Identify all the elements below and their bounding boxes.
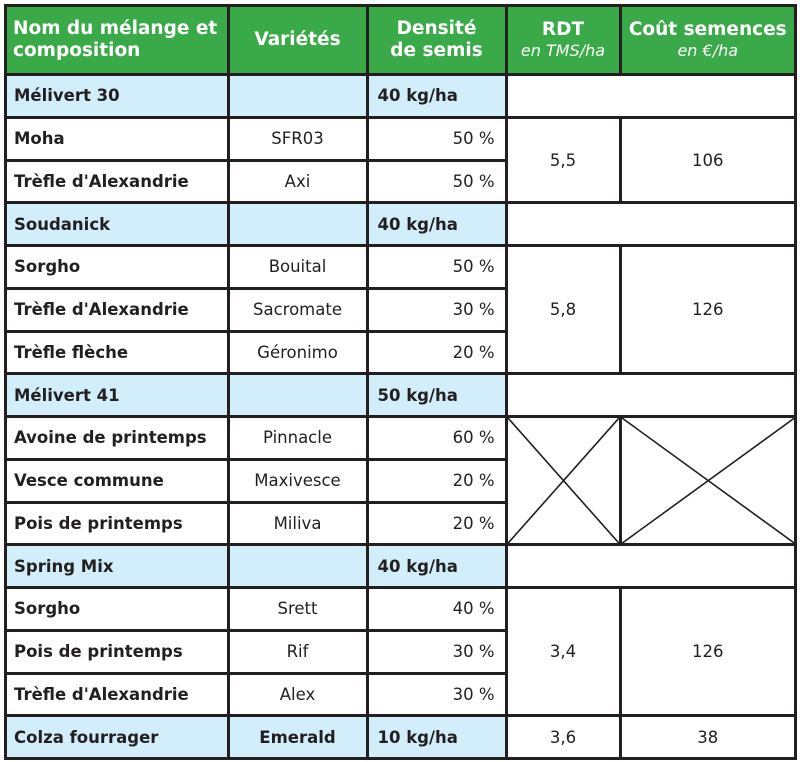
header-density-line1: Densité	[396, 18, 477, 39]
group-row	[7, 203, 794, 246]
header-name-line2: composition	[13, 40, 141, 61]
group-name: Mélivert 41	[7, 374, 228, 417]
group-blank	[506, 203, 794, 246]
group-blank	[506, 545, 794, 588]
group-cost: 126	[620, 588, 794, 716]
component-species: Trèfle d'Alexandrie	[7, 673, 228, 716]
component-species: Vesce commune	[7, 459, 228, 502]
header-cost-unit: en €/ha	[677, 41, 739, 60]
rdt-not-available-cross-icon	[506, 417, 620, 545]
component-variety: Alex	[228, 673, 367, 716]
component-percent: 30 %	[367, 288, 506, 331]
component-variety: Maxivesce	[228, 459, 367, 502]
component-percent: 30 %	[367, 630, 506, 673]
component-percent: 60 %	[367, 417, 506, 460]
header-rdt-unit: en TMS/ha	[520, 41, 606, 60]
header-rdt	[506, 7, 620, 75]
group-blank	[506, 374, 794, 417]
cross-out-icon	[622, 418, 795, 543]
group-rdt: 3,4	[506, 588, 620, 716]
header-density-line2: de semis	[390, 40, 483, 61]
group-name: Colza fourrager	[7, 716, 228, 757]
component-variety: Pinnacle	[228, 417, 367, 460]
cross-out-icon	[508, 418, 619, 543]
group-name: Soudanick	[7, 203, 228, 246]
group-row	[7, 545, 794, 588]
group-rdt: 3,6	[506, 716, 620, 757]
group-name: Spring Mix	[7, 545, 228, 588]
group-variety	[228, 545, 367, 588]
component-variety: Srett	[228, 588, 367, 631]
component-percent: 20 %	[367, 331, 506, 374]
group-variety	[228, 75, 367, 118]
component-percent: 50 %	[367, 246, 506, 289]
component-species: Trèfle d'Alexandrie	[7, 288, 228, 331]
component-percent: 40 %	[367, 588, 506, 631]
header-rdt-title: RDT	[541, 19, 585, 40]
group-row	[7, 374, 794, 417]
component-row	[7, 417, 794, 460]
group-variety	[228, 203, 367, 246]
component-species: Pois de printemps	[7, 502, 228, 545]
component-variety: Géronimo	[228, 331, 367, 374]
component-species: Trèfle flèche	[7, 331, 228, 374]
component-species: Moha	[7, 117, 228, 160]
group-density: 40 kg/ha	[367, 545, 506, 588]
component-species: Avoine de printemps	[7, 417, 228, 460]
component-species: Trèfle d'Alexandrie	[7, 160, 228, 203]
component-percent: 50 %	[367, 117, 506, 160]
group-name: Mélivert 30	[7, 75, 228, 118]
component-variety: Sacromate	[228, 288, 367, 331]
header-cost	[620, 7, 794, 75]
header-name-line1: Nom du mélange et	[13, 18, 218, 39]
component-percent: 20 %	[367, 502, 506, 545]
group-cost: 38	[620, 716, 794, 757]
component-row	[7, 117, 794, 160]
component-variety: Axi	[228, 160, 367, 203]
group-blank	[506, 75, 794, 118]
group-density: 40 kg/ha	[367, 75, 506, 118]
group-cost: 126	[620, 246, 794, 374]
component-variety: SFR03	[228, 117, 367, 160]
seed-mix-table	[7, 7, 794, 757]
component-row	[7, 246, 794, 289]
component-species: Sorgho	[7, 246, 228, 289]
seed-mix-table-container	[4, 4, 797, 760]
group-row	[7, 75, 794, 118]
group-row	[7, 716, 794, 757]
component-variety: Bouital	[228, 246, 367, 289]
group-variety: Emerald	[228, 716, 367, 757]
component-species: Sorgho	[7, 588, 228, 631]
component-percent: 20 %	[367, 459, 506, 502]
group-rdt: 5,5	[506, 117, 620, 203]
component-variety: Miliva	[228, 502, 367, 545]
header-density	[367, 7, 506, 75]
group-density: 40 kg/ha	[367, 203, 506, 246]
cost-not-available-cross-icon	[620, 417, 794, 545]
component-percent: 50 %	[367, 160, 506, 203]
group-rdt: 5,8	[506, 246, 620, 374]
group-density: 10 kg/ha	[367, 716, 506, 757]
group-density: 50 kg/ha	[367, 374, 506, 417]
component-species: Pois de printemps	[7, 630, 228, 673]
component-variety: Rif	[228, 630, 367, 673]
group-variety	[228, 374, 367, 417]
component-row	[7, 588, 794, 631]
header-cost-title: Coût semences	[628, 19, 787, 40]
group-cost: 106	[620, 117, 794, 203]
header-row	[7, 7, 794, 75]
component-percent: 30 %	[367, 673, 506, 716]
header-name	[7, 7, 228, 75]
header-varieties: Variétés	[228, 7, 367, 75]
